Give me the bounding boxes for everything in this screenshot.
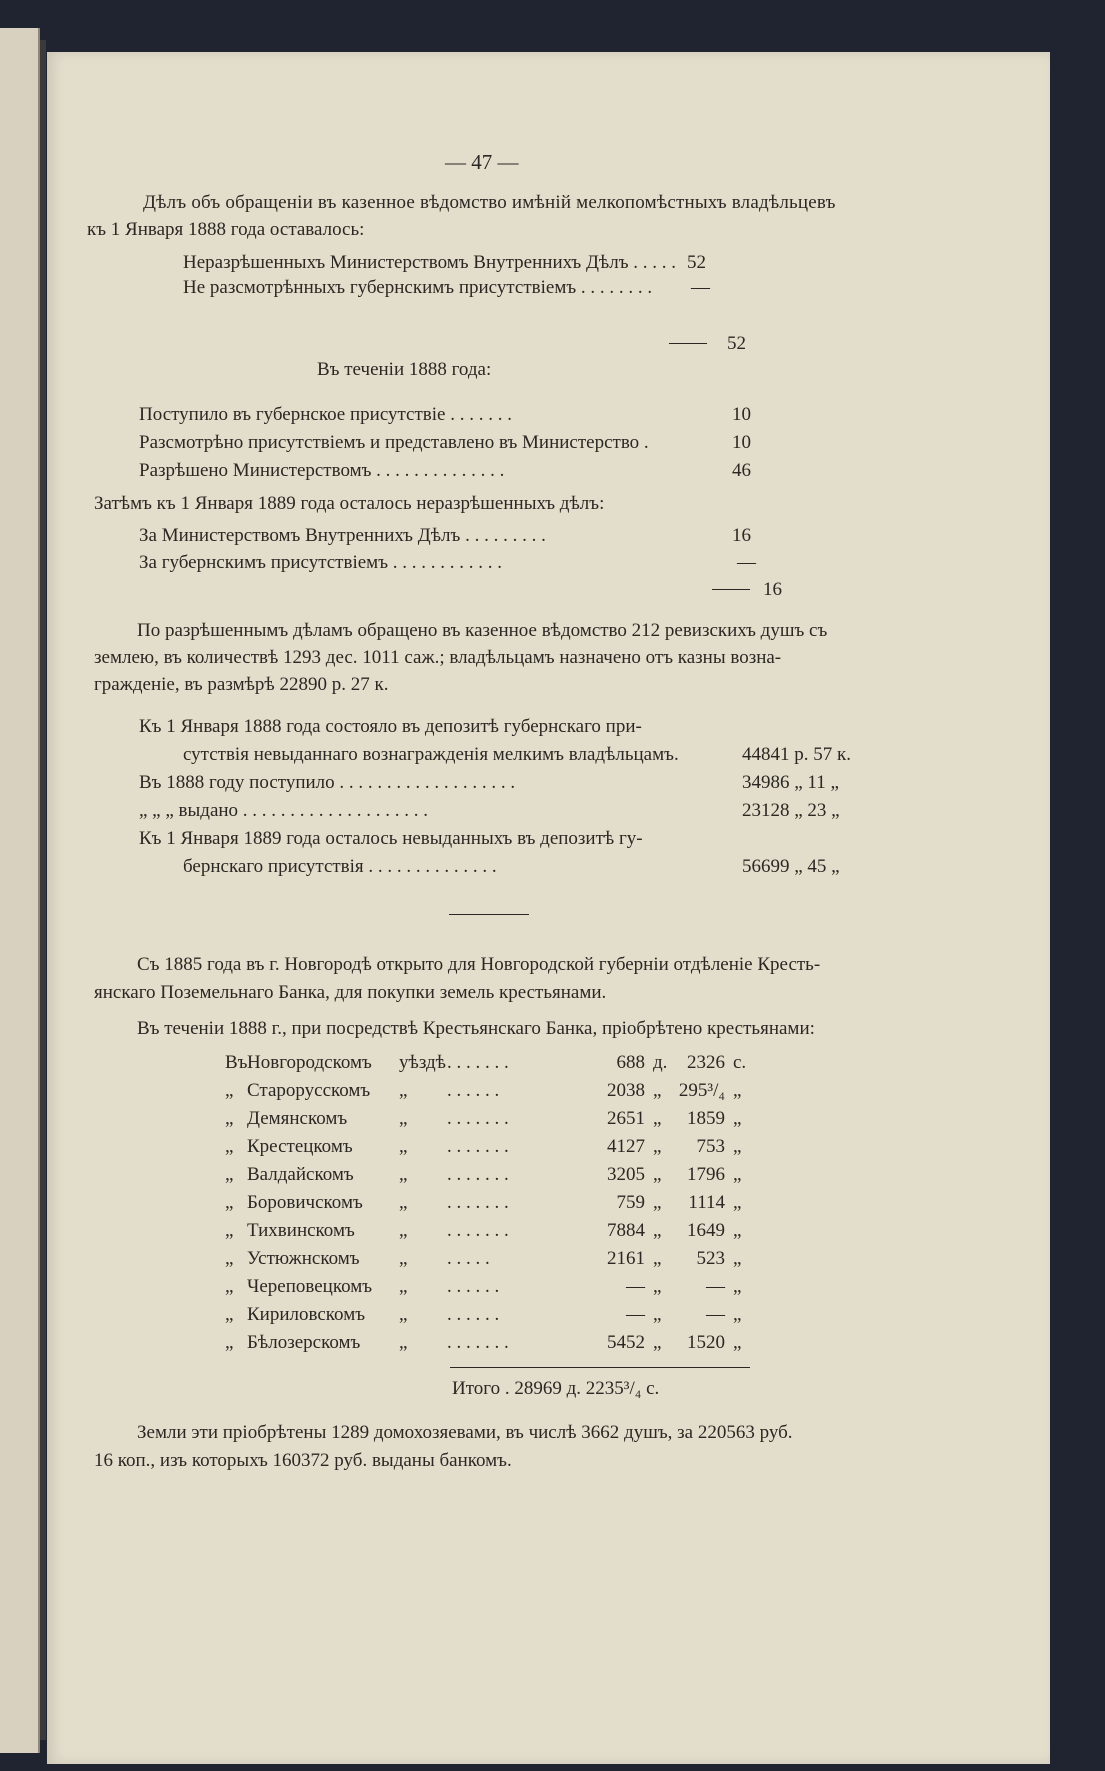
district-d: „ — [653, 1248, 662, 1269]
district-des: 2651 — [607, 1108, 645, 1129]
district-uezd: „ — [399, 1080, 408, 1101]
district-d: „ — [653, 1220, 662, 1241]
district-dots: . . . . . . . — [447, 1108, 509, 1129]
district-name: Новгородскомъ — [247, 1052, 372, 1073]
district-uezd: „ — [399, 1220, 408, 1241]
district-uezd: „ — [399, 1136, 408, 1157]
district-total-rule — [450, 1367, 750, 1368]
district-uezd: уѣздѣ — [399, 1052, 446, 1073]
district-uezd: „ — [399, 1164, 408, 1185]
district-d: „ — [653, 1164, 662, 1185]
district-d: „ — [653, 1276, 662, 1297]
district-name: Кириловскомъ — [247, 1304, 366, 1325]
district-sazh: 1520 — [687, 1332, 725, 1353]
district-dots: . . . . . . . — [447, 1192, 509, 1213]
district-sazh: 295³/₄ — [678, 1080, 725, 1101]
closing-line-1: Земли эти пріобрѣтены 1289 домохозяевами, въ числѣ 3662 душъ, за 220563 руб. — [137, 1422, 793, 1443]
district-name: Тихвинскомъ — [247, 1220, 355, 1241]
district-dots: . . . . . . . — [447, 1052, 509, 1073]
district-sazh: — — [706, 1304, 725, 1325]
district-sazh: 1859 — [687, 1108, 725, 1129]
district-uezd: „ — [399, 1276, 408, 1297]
row-received-label: Поступило въ губернское присутствіе . . . . . . . — [139, 404, 512, 425]
district-name: Боровичскомъ — [247, 1192, 363, 1213]
district-unit: „ — [733, 1080, 742, 1101]
intro-line-1: Дѣлъ объ обращеніи въ казенное вѣдомство имѣній мелкопомѣстныхъ владѣльцевъ — [143, 192, 836, 213]
deposit-line-4: „ „ „ выдано . . . . . . . . . . . . . . . . . . . . — [139, 800, 429, 821]
district-name: Бѣлозерскомъ — [247, 1332, 361, 1353]
district-prefix: „ — [225, 1332, 234, 1353]
district-uezd: „ — [399, 1192, 408, 1213]
district-dots: . . . . . . . — [447, 1220, 509, 1241]
district-prefix: „ — [225, 1220, 234, 1241]
district-des: 2161 — [607, 1248, 645, 1269]
district-prefix: „ — [225, 1108, 234, 1129]
deposit-line-2-value: 44841 р. 57 к. — [742, 744, 851, 765]
row-unresolved-value: 52 — [687, 252, 706, 273]
district-prefix: „ — [225, 1248, 234, 1269]
district-prefix: „ — [225, 1080, 234, 1101]
row-provincial-value: — — [737, 552, 756, 573]
district-prefix: „ — [225, 1136, 234, 1157]
deposit-line-3-value: 34986 „ 11 „ — [742, 772, 839, 793]
district-uezd: „ — [399, 1304, 408, 1325]
district-name: Старорусскомъ — [247, 1080, 371, 1101]
district-des: 759 — [616, 1192, 645, 1213]
district-prefix: „ — [225, 1304, 234, 1325]
district-dots: . . . . . . . — [447, 1164, 509, 1185]
district-d: д. — [653, 1052, 668, 1073]
section-divider — [449, 914, 529, 915]
during-1888-heading: Въ теченіи 1888 года: — [317, 359, 492, 380]
district-sazh: 753 — [696, 1136, 725, 1157]
district-des: — — [626, 1276, 645, 1297]
row-unreviewed-label: Не разсмотрѣнныхъ губернскимъ присутствіемъ . . . . . . . . — [183, 277, 653, 298]
bank-line-2: янскаго Поземельнаго Банка, для покупки земель крестьянами. — [94, 982, 607, 1003]
district-des: 5452 — [607, 1332, 645, 1353]
district-unit: „ — [733, 1220, 742, 1241]
district-d: „ — [653, 1108, 662, 1129]
intro-line-2: къ 1 Января 1888 года оставалось: — [87, 219, 365, 240]
district-name: Демянскомъ — [247, 1108, 348, 1129]
district-unit: „ — [733, 1304, 742, 1325]
district-dots: . . . . . — [447, 1248, 490, 1269]
total-rule — [712, 589, 750, 590]
district-unit: с. — [733, 1052, 747, 1073]
district-d: „ — [653, 1304, 662, 1325]
district-uezd: „ — [399, 1332, 408, 1353]
district-sazh: 523 — [696, 1248, 725, 1269]
resolved-para-line-1: По разрѣшеннымъ дѣламъ обращено въ казенное вѣдомство 212 ревизскихъ душъ съ — [137, 620, 828, 641]
subtotal-value: 52 — [727, 333, 746, 354]
district-unit: „ — [733, 1136, 742, 1157]
district-uezd: „ — [399, 1248, 408, 1269]
district-prefix: Въ — [225, 1052, 248, 1073]
district-des: 7884 — [607, 1220, 645, 1241]
district-prefix: „ — [225, 1164, 234, 1185]
district-sazh: 2326 — [687, 1052, 725, 1073]
district-total: Итого . 28969 д. 2235³/₄ с. — [452, 1378, 660, 1399]
district-unit: „ — [733, 1164, 742, 1185]
district-sazh: — — [706, 1276, 725, 1297]
row-reviewed-label: Разсмотрѣно присутствіемъ и представлено въ Министерство . — [139, 432, 649, 453]
deposit-line-3: Въ 1888 году поступило . . . . . . . . . . . . . . . . . . . — [139, 772, 516, 793]
row-ministry-label: За Министерствомъ Внутреннихъ Дѣлъ . . . . . . . . . — [139, 525, 546, 546]
district-des: 688 — [616, 1052, 645, 1073]
district-dots: . . . . . . — [447, 1304, 500, 1325]
district-des: 3205 — [607, 1164, 645, 1185]
total-value: 16 — [763, 579, 782, 600]
district-dots: . . . . . . . — [447, 1332, 509, 1353]
deposit-line-1: Къ 1 Января 1888 года состояло въ депозитѣ губернскаго при- — [139, 716, 642, 737]
district-sazh: 1114 — [688, 1192, 725, 1213]
district-dots: . . . . . . . — [447, 1136, 509, 1157]
row-provincial-label: За губернскимъ присутствіемъ . . . . . . . . . . . . — [139, 552, 503, 573]
row-reviewed-value: 10 — [732, 432, 751, 453]
row-resolved-label: Разрѣшено Министерствомъ . . . . . . . . . . . . . . — [139, 460, 505, 481]
district-des: 2038 — [607, 1080, 645, 1101]
district-unit: „ — [733, 1108, 742, 1129]
district-name: Устюжнскомъ — [247, 1248, 360, 1269]
district-unit: „ — [733, 1248, 742, 1269]
district-dots: . . . . . . — [447, 1276, 500, 1297]
remaining-heading: Затѣмъ къ 1 Января 1889 года осталось неразрѣшенныхъ дѣлъ: — [94, 493, 605, 514]
deposit-line-5: Къ 1 Января 1889 года осталось невыданныхъ въ депозитѣ гу- — [139, 828, 643, 849]
district-uezd: „ — [399, 1108, 408, 1129]
deposit-line-6-value: 56699 „ 45 „ — [742, 856, 840, 877]
row-ministry-value: 16 — [732, 525, 751, 546]
district-d: „ — [653, 1332, 662, 1353]
district-name: Валдайскомъ — [247, 1164, 354, 1185]
book-page — [47, 52, 1050, 1764]
subtotal-rule — [669, 343, 707, 344]
resolved-para-line-3: гражденіе, въ размѣрѣ 22890 р. 27 к. — [94, 674, 389, 695]
district-unit: „ — [733, 1276, 742, 1297]
district-prefix: „ — [225, 1276, 234, 1297]
row-unresolved-label: Неразрѣшенныхъ Министерствомъ Внутреннихъ Дѣлъ . . . . . — [183, 252, 677, 273]
district-des: 4127 — [607, 1136, 645, 1157]
bank-line-1: Съ 1885 года въ г. Новгородѣ открыто для Новгородской губерніи отдѣленіе Кресть- — [137, 954, 821, 975]
district-name: Крестецкомъ — [247, 1136, 353, 1157]
book-spine — [40, 40, 46, 1740]
district-sazh: 1649 — [687, 1220, 725, 1241]
bank-line-3: Въ теченіи 1888 г., при посредствѣ Крестьянскаго Банка, пріобрѣтено крестьянами: — [137, 1018, 815, 1039]
row-unreviewed-value: — — [691, 277, 710, 298]
resolved-para-line-2: землею, въ количествѣ 1293 дес. 1011 саж.; владѣльцамъ назначено отъ казны возна- — [94, 647, 782, 668]
deposit-line-4-value: 23128 „ 23 „ — [742, 800, 840, 821]
closing-line-2: 16 коп., изъ которыхъ 160372 руб. выданы банкомъ. — [94, 1450, 512, 1471]
district-des: — — [626, 1304, 645, 1325]
district-dots: . . . . . . — [447, 1080, 500, 1101]
row-received-value: 10 — [732, 404, 751, 425]
district-name: Череповецкомъ — [247, 1276, 373, 1297]
district-d: „ — [653, 1192, 662, 1213]
facing-page-edge — [0, 28, 40, 1753]
district-d: „ — [653, 1136, 662, 1157]
district-prefix: „ — [225, 1192, 234, 1213]
district-unit: „ — [733, 1192, 742, 1213]
page-number: — 47 — — [445, 150, 519, 174]
district-sazh: 1796 — [687, 1164, 725, 1185]
district-unit: „ — [733, 1332, 742, 1353]
district-d: „ — [653, 1080, 662, 1101]
row-resolved-value: 46 — [732, 460, 751, 481]
deposit-line-2: сутствія невыданнаго вознагражденія мелкимъ владѣльцамъ. — [183, 744, 679, 765]
deposit-line-6: бернскаго присутствія . . . . . . . . . . . . . . — [183, 856, 497, 877]
